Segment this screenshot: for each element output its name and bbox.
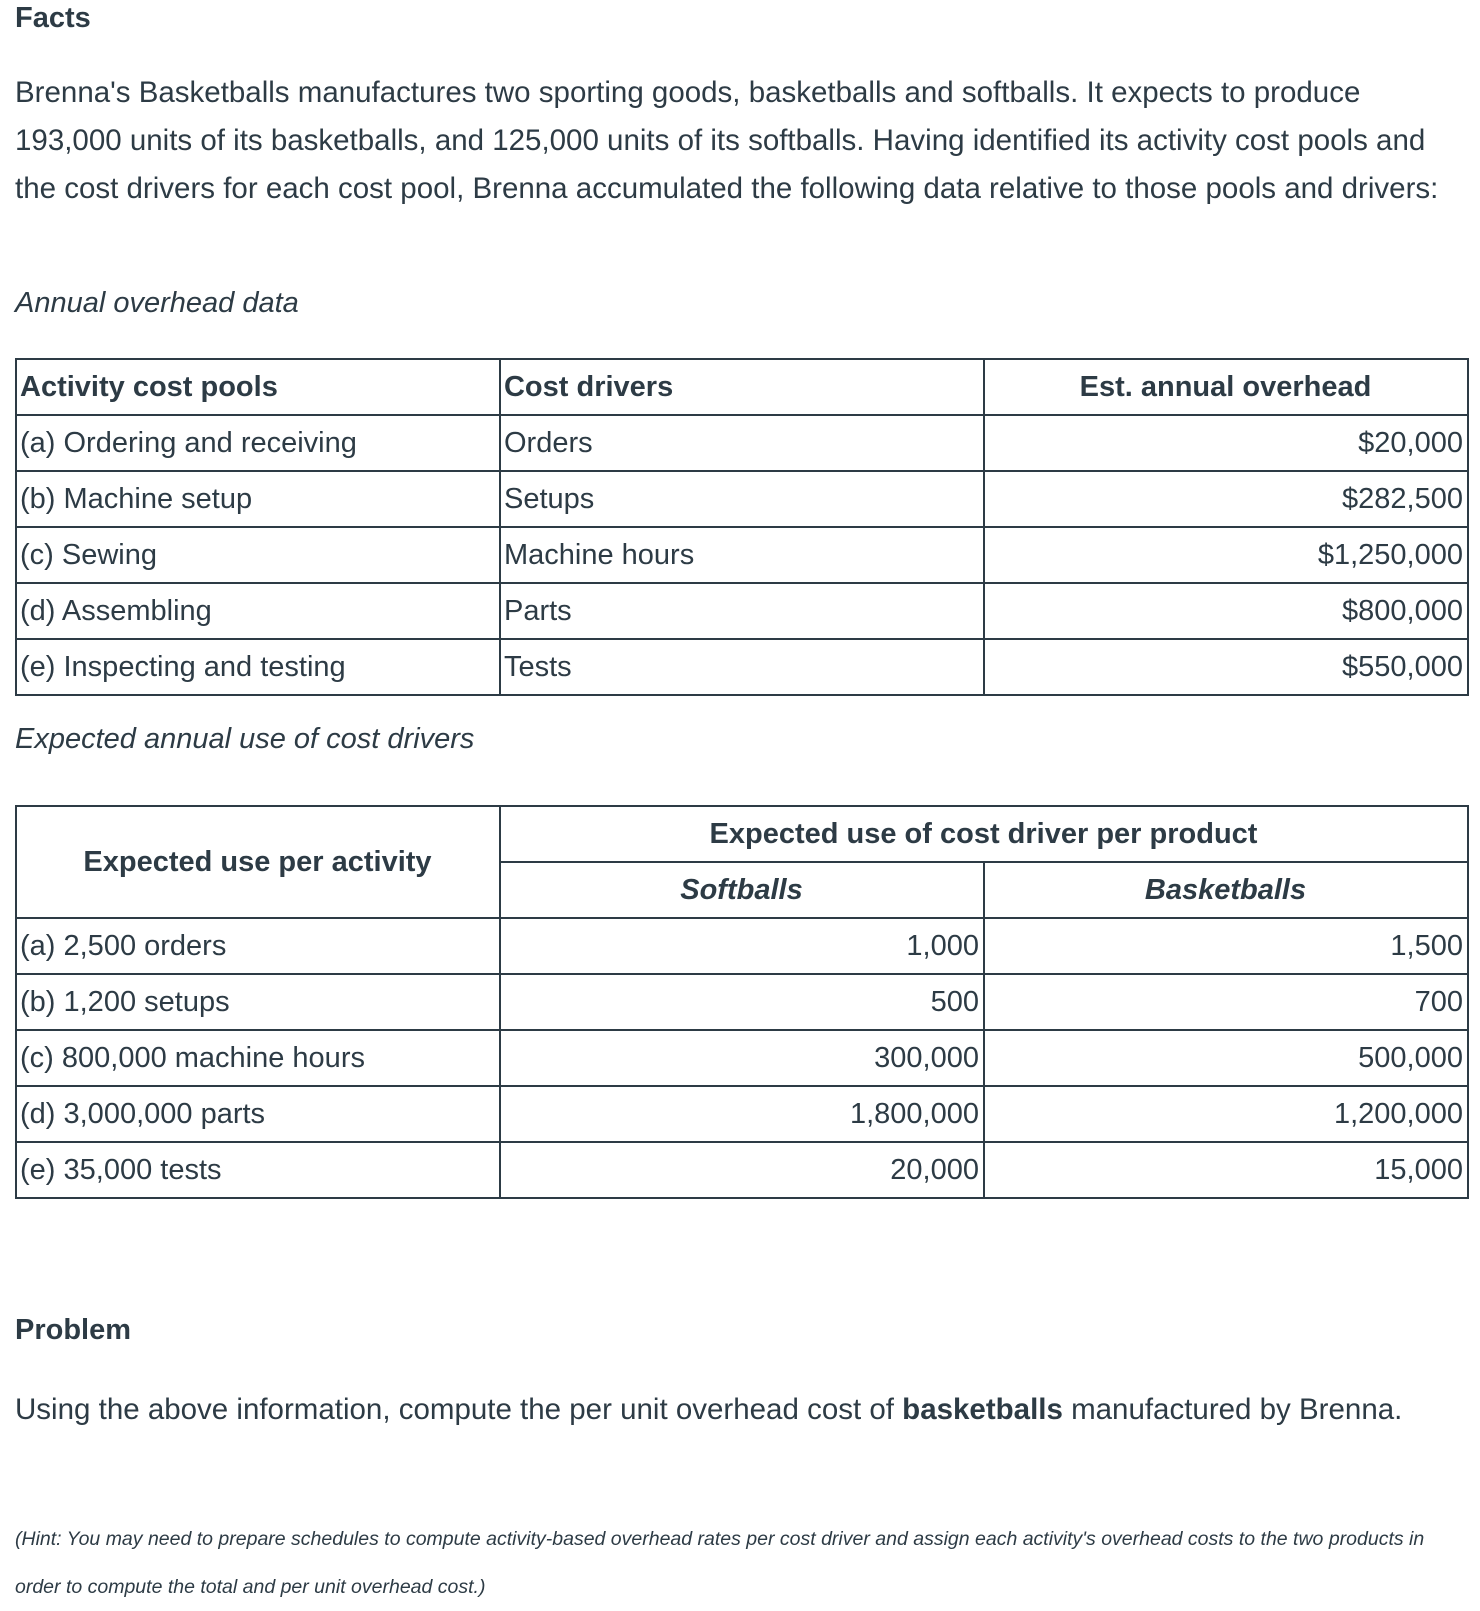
column-group-header: Expected use of cost driver per product <box>500 806 1468 862</box>
table-row <box>16 471 1468 527</box>
cost-driver-cell: Parts <box>500 583 984 639</box>
usage-table <box>15 805 1469 1199</box>
overhead-amount-cell: $282,500 <box>984 471 1468 527</box>
hint-text: (Hint: You may need to prepare schedules to compute activity-based overhead rates per cost driver and assign each activity's overhead costs to the two products in order to compute the total and per unit overhead cost.) <box>15 1528 1425 1598</box>
basketballs-value-cell: 15,000 <box>984 1142 1468 1198</box>
activity-pool-cell: (e) Inspecting and testing <box>16 639 500 695</box>
problem-text-emphasis: basketballs <box>902 1393 1063 1426</box>
table-header-row <box>16 359 1468 415</box>
softballs-value-cell: 500 <box>500 974 984 1030</box>
activity-usage-cell: (d) 3,000,000 parts <box>16 1086 500 1142</box>
activity-pool-cell: (d) Assembling <box>16 583 500 639</box>
problem-heading: Problem <box>15 1314 132 1346</box>
table-row <box>16 918 1468 974</box>
overhead-table <box>15 358 1469 696</box>
table-row <box>16 1030 1468 1086</box>
table-row <box>16 1086 1468 1142</box>
table-row <box>16 639 1468 695</box>
problem-text-after: manufactured by Brenna. <box>1062 1393 1403 1426</box>
basketballs-subheader: Basketballs <box>984 862 1468 918</box>
overhead-caption: Annual overhead data <box>15 287 299 319</box>
softballs-value-cell: 300,000 <box>500 1030 984 1086</box>
usage-caption: Expected annual use of cost drivers <box>15 723 475 755</box>
basketballs-value-cell: 700 <box>984 974 1468 1030</box>
softballs-value-cell: 20,000 <box>500 1142 984 1198</box>
activity-usage-cell: (e) 35,000 tests <box>16 1142 500 1198</box>
softballs-value-cell: 1,000 <box>500 918 984 974</box>
cost-driver-cell: Tests <box>500 639 984 695</box>
cost-driver-cell: Machine hours <box>500 527 984 583</box>
facts-heading: Facts <box>15 2 91 34</box>
column-header: Cost drivers <box>500 359 984 415</box>
overhead-amount-cell: $20,000 <box>984 415 1468 471</box>
overhead-amount-cell: $800,000 <box>984 583 1468 639</box>
activity-usage-cell: (a) 2,500 orders <box>16 918 500 974</box>
activity-pool-cell: (c) Sewing <box>16 527 500 583</box>
activity-usage-cell: (b) 1,200 setups <box>16 974 500 1030</box>
table-row <box>16 1142 1468 1198</box>
activity-pool-cell: (a) Ordering and receiving <box>16 415 500 471</box>
basketballs-value-cell: 1,200,000 <box>984 1086 1468 1142</box>
basketballs-value-cell: 1,500 <box>984 918 1468 974</box>
problem-text-before: Using the above information, compute the per unit overhead cost of <box>15 1393 903 1426</box>
table-row <box>16 974 1468 1030</box>
overhead-amount-cell: $1,250,000 <box>984 527 1468 583</box>
table-header-row <box>16 806 1468 862</box>
table-row <box>16 527 1468 583</box>
table-row <box>16 583 1468 639</box>
problem-text <box>15 1386 1465 1434</box>
overhead-amount-cell: $550,000 <box>984 639 1468 695</box>
activity-usage-cell: (c) 800,000 machine hours <box>16 1030 500 1086</box>
softballs-value-cell: 1,800,000 <box>500 1086 984 1142</box>
column-header: Expected use per activity <box>16 806 500 918</box>
column-header: Est. annual overhead <box>984 359 1468 415</box>
cost-driver-cell: Setups <box>500 471 984 527</box>
facts-intro: Brenna's Basketballs manufactures two sporting goods, basketballs and softballs. It expects to produce 193,000 units of its basketballs, and 125,000 units of its softballs. Having identified its activity cost pools and the cost drivers for each cost pool, Brenna accumulated the following data relative to those pools and drivers: <box>15 76 1439 205</box>
activity-pool-cell: (b) Machine setup <box>16 471 500 527</box>
column-header: Activity cost pools <box>16 359 500 415</box>
basketballs-value-cell: 500,000 <box>984 1030 1468 1086</box>
cost-driver-cell: Orders <box>500 415 984 471</box>
table-row <box>16 415 1468 471</box>
softballs-subheader: Softballs <box>500 862 984 918</box>
